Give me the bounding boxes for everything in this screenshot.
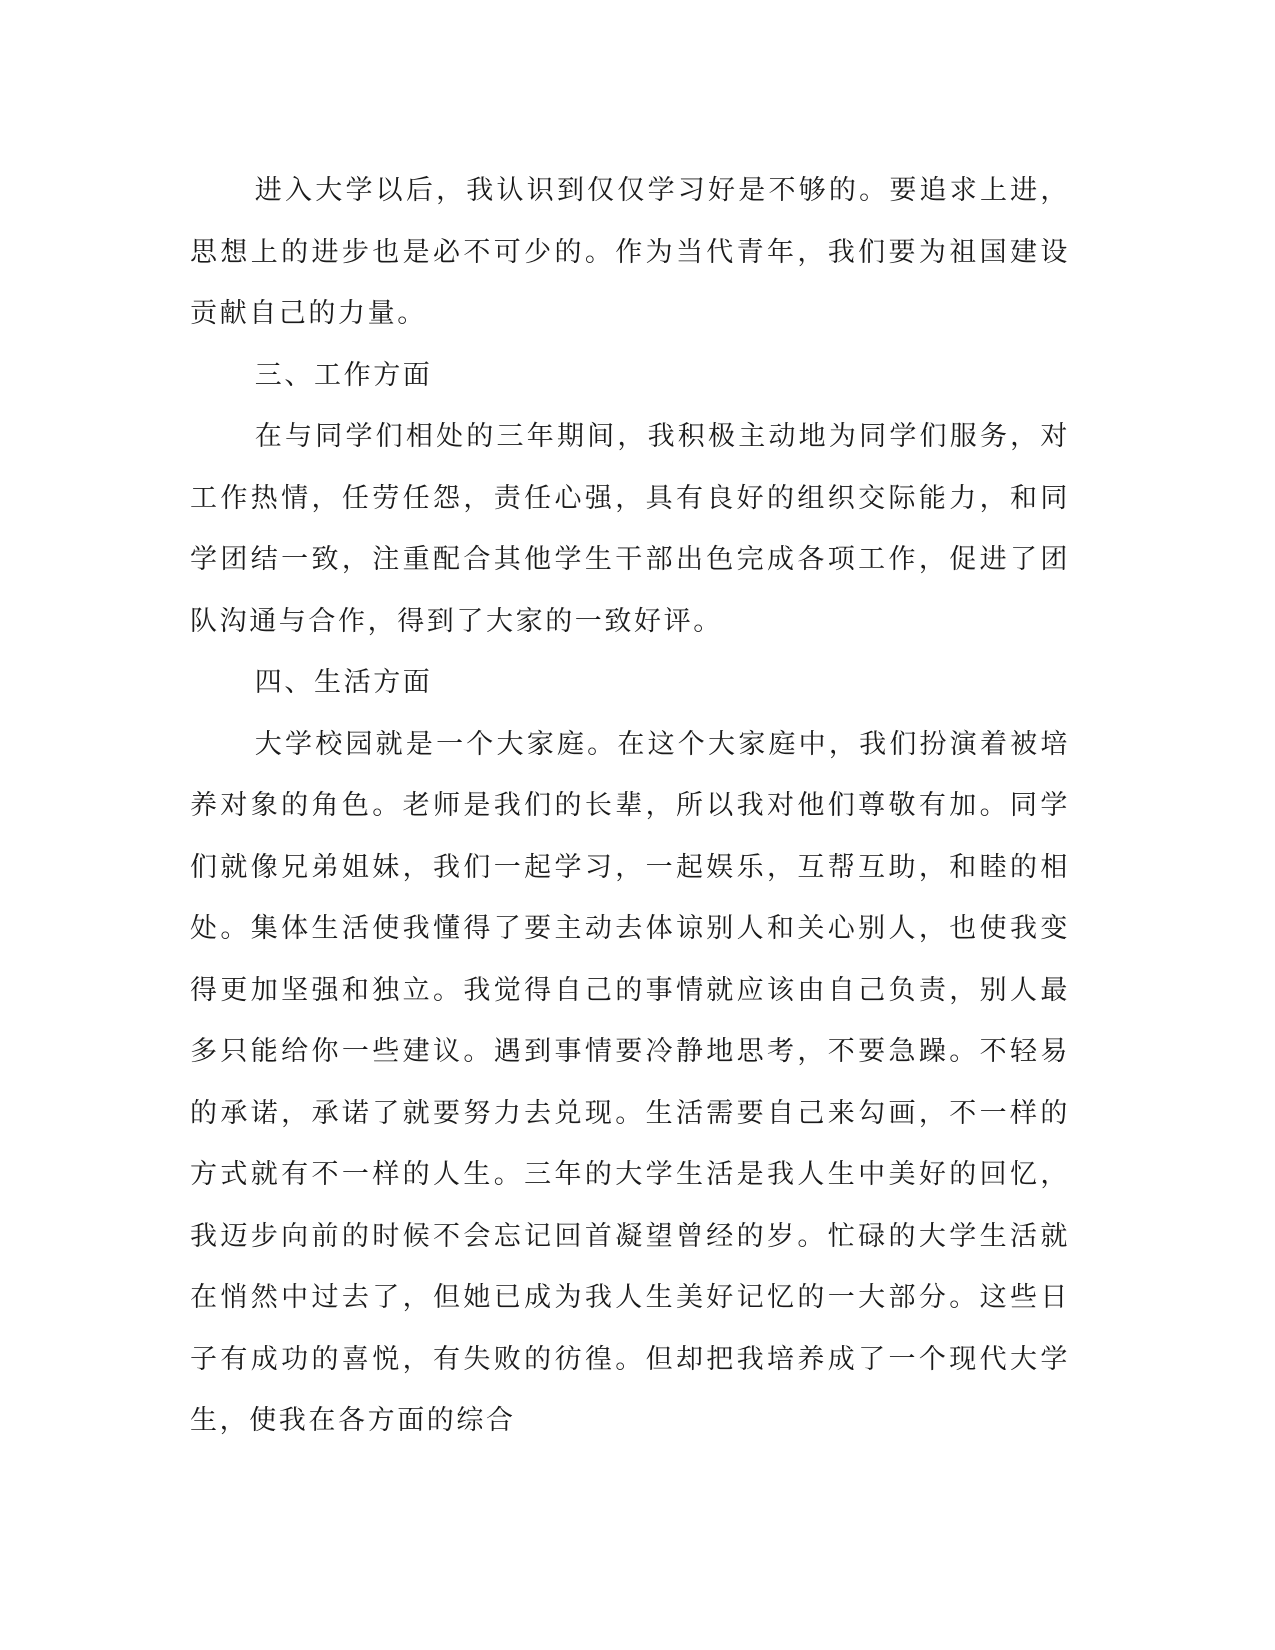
section-heading-life: 四、生活方面 bbox=[254, 667, 433, 698]
paragraph-thought-progress: 进入大学以后，我认识到仅仅学习好是不够的。要追求上进，思想上的进步也是必不可少的。作为当代青年，我们要为祖国建设贡献自己的力量。 bbox=[190, 175, 1070, 329]
paragraph-work: 在与同学们相处的三年期间，我积极主动地为同学们服务，对工作热情，任劳任怨，责任心强，具有良好的组织交际能力，和同学团结一致，注重配合其他学生干部出色完成各项工作，促进了团队沟通与合作，得到了大家的一致好评。 bbox=[190, 421, 1070, 637]
document-body bbox=[190, 160, 1070, 1452]
paragraph-life: 大学校园就是一个大家庭。在这个大家庭中，我们扮演着被培养对象的角色。老师是我们的长辈，所以我对他们尊敬有加。同学们就像兄弟姐妹，我们一起学习，一起娱乐，互帮互助，和睦的相处。集体生活使我懂得了要主动去体谅别人和关心别人，也使我变得更加坚强和独立。我觉得自己的事情就应该由自己负责，别人最多只能给你一些建议。遇到事情要冷静地思考，不要急躁。不轻易的承诺，承诺了就要努力去兑现。生活需要自己来勾画，不一样的方式就有不一样的人生。三年的大学生活是我人生中美好的回忆，我迈步向前的时候不会忘记回首凝望曾经的岁。忙碌的大学生活就在悄然中过去了，但她已成为我人生美好记忆的一大部分。这些日子有成功的喜悦，有失败的彷徨。但却把我培养成了一个现代大学生，使我在各方面的综合 bbox=[190, 728, 1070, 1436]
section-heading-work: 三、工作方面 bbox=[254, 359, 433, 391]
